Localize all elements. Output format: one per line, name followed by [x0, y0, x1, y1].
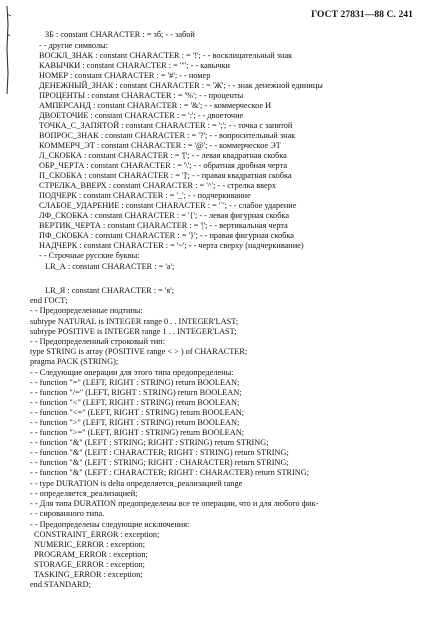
text-line: - - Строчные русские буквы: — [39, 251, 140, 260]
text-line: - - function ">=" (LEFT, RIGHT : STRING) return BOOLEAN; — [30, 428, 244, 437]
text-line: ПОДЧЕРК : constant CHARACTER : = '_'; - - подчеркивание — [39, 191, 251, 200]
text-line: Л_СКОБКА : constant CHARACTER : = '['; - - левая квадратная скобка — [39, 151, 287, 160]
text-line: ЛФ_СКОБКА : constant CHARACTER : = '{'; - - левая фигурная скобка — [39, 211, 290, 220]
text-line: КОММЕРЧ_ЭТ : constant CHARACTER : = '@'; - - коммерческое ЭТ — [39, 141, 281, 150]
text-line: НОМЕР : constant CHARACTER : = '#'; - - номер — [39, 71, 211, 80]
text-line: - - Для типа DURATION предопределены все те операции, что и для любого фик- — [30, 499, 319, 508]
text-line: ЗБ : constant CHARACTER : = зб; - - забой — [45, 30, 195, 39]
text-line: - - function "&" (LEFT : CHARACTER; RIGHT : STRING) return STRING; — [30, 448, 289, 457]
text-line: LR_Я : constant CHARACTER : = 'я'; — [45, 286, 175, 295]
text-line: end ГОСТ; — [30, 296, 68, 305]
text-line: П_СКОБКА : constant CHARACTER : = ']'; - - правая квадратная скобка — [39, 171, 292, 180]
text-line: ВОСКЛ_ЗНАК : constant CHARACTER : = '!'; - - восклицательный знак — [39, 51, 293, 60]
text-line: - - function "<" (LEFT, RIGHT : STRING) return BOOLEAN; — [30, 398, 240, 407]
text-line: end STANDARD; — [30, 580, 91, 589]
text-line: PROGRAM_ERROR : exception; — [34, 550, 148, 559]
text-line: ВОПРОС_ЗНАК : constant CHARACTER : = '?'; - - вопросительный знак — [39, 131, 296, 140]
text-line: ДВОЕТОЧИЕ : constant CHARACTER : = ':'; - - двоеточие — [39, 111, 244, 120]
text-line: - - function "<=" (LEFT, RIGHT : STRING) return BOOLEAN; — [30, 408, 244, 417]
text-line: СТРЕЛКА_ВВЕРХ : constant CHARACTER : = '^'; - - стрелка вверх — [39, 181, 277, 190]
text-line: ДЕНЕЖНЫЙ_ЗНАК : constant CHARACTER : = 'Ж'; - - знак денежной единицы — [39, 81, 323, 90]
text-line: - - определяется_реализацией; — [30, 489, 138, 498]
text-line: - - сированного типа. — [30, 509, 105, 518]
text-line: - - function "&" (LEFT : CHARACTER; RIGHT : CHARACTER) return STRING; — [30, 468, 310, 477]
text-line: - - function "&" (LEFT : STRING; RIGHT : STRING) return STRING; — [30, 438, 269, 447]
text-line: LR_А : constant CHARACTER : = 'а'; — [45, 262, 175, 271]
text-line: - - function "=" (LEFT, RIGHT : STRING) return BOOLEAN; — [30, 378, 240, 387]
page-header: ГОСТ 27831—88 С. 241 — [311, 10, 413, 20]
text-line: ОБР_ЧЕРТА : constant CHARACTER : = '\'; - - обратная дробная черта — [39, 161, 288, 170]
text-line: - - Предопределенные подтипы: — [30, 306, 143, 315]
text-line: NUMERIC_ERROR : exception; — [34, 540, 146, 549]
text-line: ТОЧКА_С_ЗАПЯТОЙ : constant CHARACTER : = ';'; - - точка с запятой — [39, 121, 293, 130]
margin-mark — [5, 4, 13, 96]
text-line: - - Предопределены следующие исключения: — [30, 520, 190, 529]
text-line: type STRING is array (POSITIVE range < > ) of CHARACTER; — [30, 347, 248, 356]
text-line: - - type DURATION is delta определяется_реализацией range — [30, 479, 243, 488]
text-line: - - другие символы: — [39, 41, 108, 50]
text-line: subtype NATURAL is INTEGER range 0 . . INTEGER'LAST; — [30, 317, 239, 326]
text-line: TASKING_ERROR : exception; — [34, 570, 143, 579]
text-line: КАВЫЧКИ : constant CHARACTER : = '"'; - - кавычки — [39, 61, 230, 70]
text-line: - - Следующие операции для этого типа предопределены: — [30, 368, 234, 377]
text-line: STORAGE_ERROR : exception; — [34, 560, 145, 569]
text-line: ПФ_СКОБКА : constant CHARACTER : = '}'; - - правая фигурная скобка — [39, 231, 294, 240]
text-line: CONSTRAINT_ERROR : exception; — [34, 530, 160, 539]
text-line: - - function "/=" (LEFT, RIGHT : STRING) return BOOLEAN; — [30, 388, 242, 397]
text-line: - - function "&" (LEFT : STRING; RIGHT : CHARACTER) return STRING; — [30, 458, 289, 467]
text-line: СЛАБОЕ_УДАРЕНИЕ : constant CHARACTER : = '`'; - - слабое ударение — [39, 201, 297, 210]
text-line: ПРОЦЕНТЫ : constant CHARACTER : = '%'; - - проценты — [39, 91, 244, 100]
text-line: - - function ">" (LEFT, RIGHT : STRING) return BOOLEAN; — [30, 418, 240, 427]
text-line: subtype POSITIVE is INTEGER range 1 . . INTEGER'LAST; — [30, 327, 237, 336]
text-line: ВЕРТИК_ЧЕРТА : constant CHARACTER : = '|'; - - вертикальная черта — [39, 221, 288, 230]
text-line: pragma PACK (STRING); — [30, 357, 119, 366]
text-line: НАДЧЕРК : constant CHARACTER : = '~'; - - черта сверху (надчеркивание) — [39, 241, 304, 250]
text-line: АМПЕРСАНД : constant CHARACTER : = '&'; - - коммерческое И — [39, 101, 272, 110]
text-line: - - Предопределенный строковый тип: — [30, 337, 165, 346]
